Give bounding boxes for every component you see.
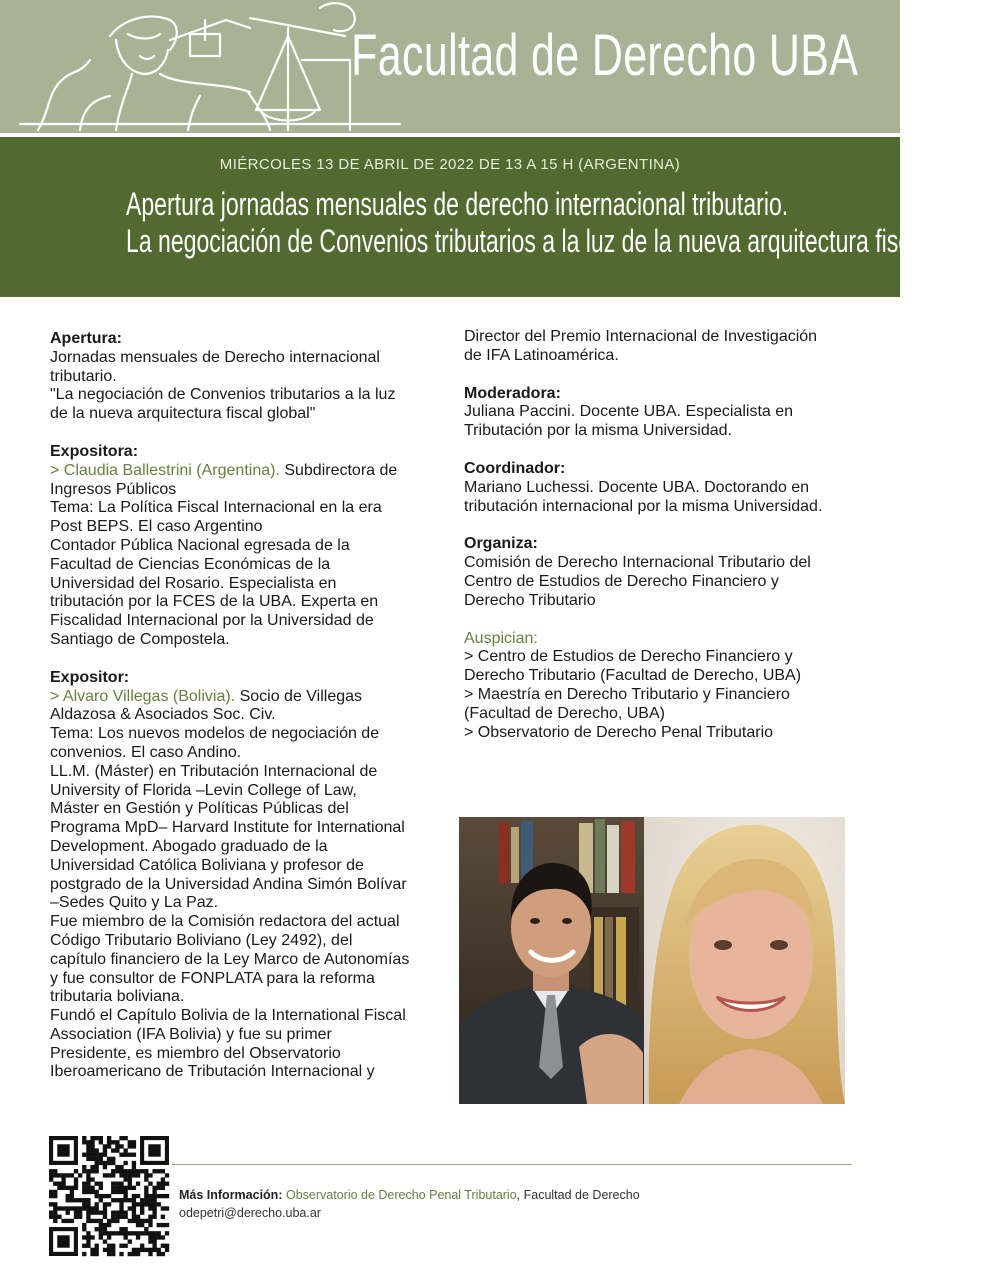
right-column [464, 328, 864, 742]
expositora-line: Post BEPS. El caso Argentino [50, 518, 263, 536]
auspician-link[interactable]: > Observatorio de Derecho Penal Tributario [464, 723, 774, 741]
auspician-link[interactable]: > Maestría en Derecho Tributario y Financiero [464, 685, 790, 703]
apertura-line: de la nueva arquitectura fiscal global" [50, 405, 316, 423]
expositor-label: Expositor: [50, 668, 130, 686]
organiza-line: Comisión de Derecho Internacional Tributario del [464, 554, 811, 572]
expositor-line: Director del Premio Internacional de Investigación [464, 328, 818, 345]
auspician-line: Derecho Tributario (Facultad de Derecho, UBA) [464, 667, 802, 685]
expositor-line: convenios. El caso Andino. [50, 743, 242, 761]
expositor-line: Iberoamericano de Tributación Internacional y [50, 1063, 375, 1081]
footer-info [179, 1186, 640, 1222]
expositor-line: Fundó el Capítulo Bolivia de la International Fiscal [50, 1007, 406, 1025]
auspician-label: Auspician: [464, 629, 538, 647]
man-photo [459, 817, 644, 1104]
woman-photo [644, 817, 845, 1104]
expositor-line: LL.M. (Máster) en Tributación Internacional de [50, 762, 378, 780]
expositora-line: Ingresos Públicos [50, 480, 177, 498]
organiza-line: Centro de Estudios de Derecho Financiero y [464, 572, 779, 590]
organiza-line: Derecho Tributario [464, 591, 596, 609]
footer-divider [172, 1164, 852, 1165]
qr-code[interactable] [49, 1136, 169, 1256]
apertura-line: "La negociación de Convenios tributarios a la luz [50, 386, 396, 404]
expositor-line: Presidente, es miembro del Observatorio [50, 1044, 341, 1062]
justice-illustration-icon [20, 0, 400, 136]
expositor-line: Association (IFA Bolivia) y fue su primer [50, 1025, 332, 1043]
apertura-label: Apertura: [50, 330, 123, 347]
apertura-line: tributario. [50, 367, 117, 385]
moderadora-line: Tributación por la misma Universidad. [464, 422, 732, 440]
expositora-first-line [50, 462, 425, 481]
coordinador-line: Mariano Luchessi. Docente UBA. Doctorando en [464, 478, 810, 496]
expositora-line: Tema: La Política Fiscal Internacional en la era [50, 499, 382, 517]
expositor-first-line [50, 688, 425, 707]
expositora-line: tributación por la FCES de la UBA. Experta en [50, 593, 379, 611]
faculty-text: , Facultad de Derecho [516, 1188, 640, 1202]
event-title-line-1: Apertura jornadas mensuales de derecho internacional tributario. [126, 186, 789, 222]
organiza-label: Organiza: [464, 535, 538, 553]
auspician-line: (Facultad de Derecho, UBA) [464, 704, 665, 722]
expositor-name-link[interactable]: > Alvaro Villegas (Bolivia). [50, 687, 236, 705]
event-title-line-2: La negociación de Convenios tributarios a la luz de la nueva arquitectura fiscal global [126, 223, 996, 259]
expositor-line: y fue consultor de FONPLATA para la reforma [50, 969, 375, 987]
email-link[interactable]: odepetri@derecho.uba.ar [179, 1206, 321, 1220]
expositor-line: –Sedes Quito y La Paz. [50, 894, 219, 912]
expositor-line: Máster en Gestión y Políticas Públicas del [50, 800, 349, 818]
expositor-line: tributaria boliviana. [50, 988, 185, 1006]
moderadora-line: Juliana Paccini. Docente UBA. Especialista en [464, 403, 794, 421]
header-banner [0, 0, 900, 136]
expositor-line: Código Tributario Boliviano (Ley 2492), del [50, 931, 353, 949]
expositora-line: Contador Pública Nacional egresada de la [50, 536, 350, 554]
expositora-line: Fiscalidad Internacional por la Universidad de [50, 612, 374, 630]
expositora-role: Subdirectora de [279, 461, 398, 479]
expositor-line: postgrado de la Universidad Andina Simón Bolívar [50, 875, 407, 893]
coordinador-line: tributación internacional por la misma Universidad. [464, 497, 823, 515]
expositor-line: Universidad Católica Boliviana y profesor de [50, 856, 364, 874]
expositor-line: Fue miembro de la Comisión redactora del actual [50, 913, 400, 931]
moderadora-label: Moderadora: [464, 384, 561, 402]
event-title [0, 186, 996, 260]
expositora-line: Universidad del Rosario. Especialista en [50, 574, 337, 592]
expositor-line: Programa MpD– Harvard Institute for International [50, 819, 405, 837]
expositor-line: de IFA Latinoamérica. [464, 346, 619, 364]
apertura-line: Jornadas mensuales de Derecho internacional [50, 348, 380, 366]
auspician-link[interactable]: > Centro de Estudios de Derecho Financiero y [464, 648, 793, 666]
expositora-line: Santiago de Compostela. [50, 630, 230, 648]
more-info-line [179, 1186, 640, 1204]
observatorio-link[interactable]: Observatorio de Derecho Penal Tributario [285, 1188, 517, 1202]
more-info-label: Más Información: [179, 1188, 283, 1202]
event-date: MIÉRCOLES 13 DE ABRIL DE 2022 DE 13 A 15 H (ARGENTINA) [219, 156, 681, 173]
expositora-name-link[interactable]: > Claudia Ballestrini (Argentina). [50, 461, 280, 479]
faculty-title: Facultad de Derecho UBA [350, 23, 858, 88]
expositor-line: Tema: Los nuevos modelos de negociación de [50, 725, 380, 743]
expositor-line: University of Florida –Levin College of Law, [50, 781, 357, 799]
expositora-line: Facultad de Ciencias Económicas de la [50, 555, 331, 573]
coordinador-label: Coordinador: [464, 459, 566, 477]
speakers-photo [459, 817, 845, 1104]
expositor-role: Socio de Villegas [235, 687, 363, 705]
expositor-line: capítulo financiero de la Ley Marco de Autonomías [50, 950, 410, 968]
expositor-line: Aldazosa & Asociados Soc. Civ. [50, 706, 276, 724]
expositora-label: Expositora: [50, 442, 139, 460]
expositor-line: Development. Abogado graduado de la [50, 837, 328, 855]
left-column [50, 330, 425, 1082]
